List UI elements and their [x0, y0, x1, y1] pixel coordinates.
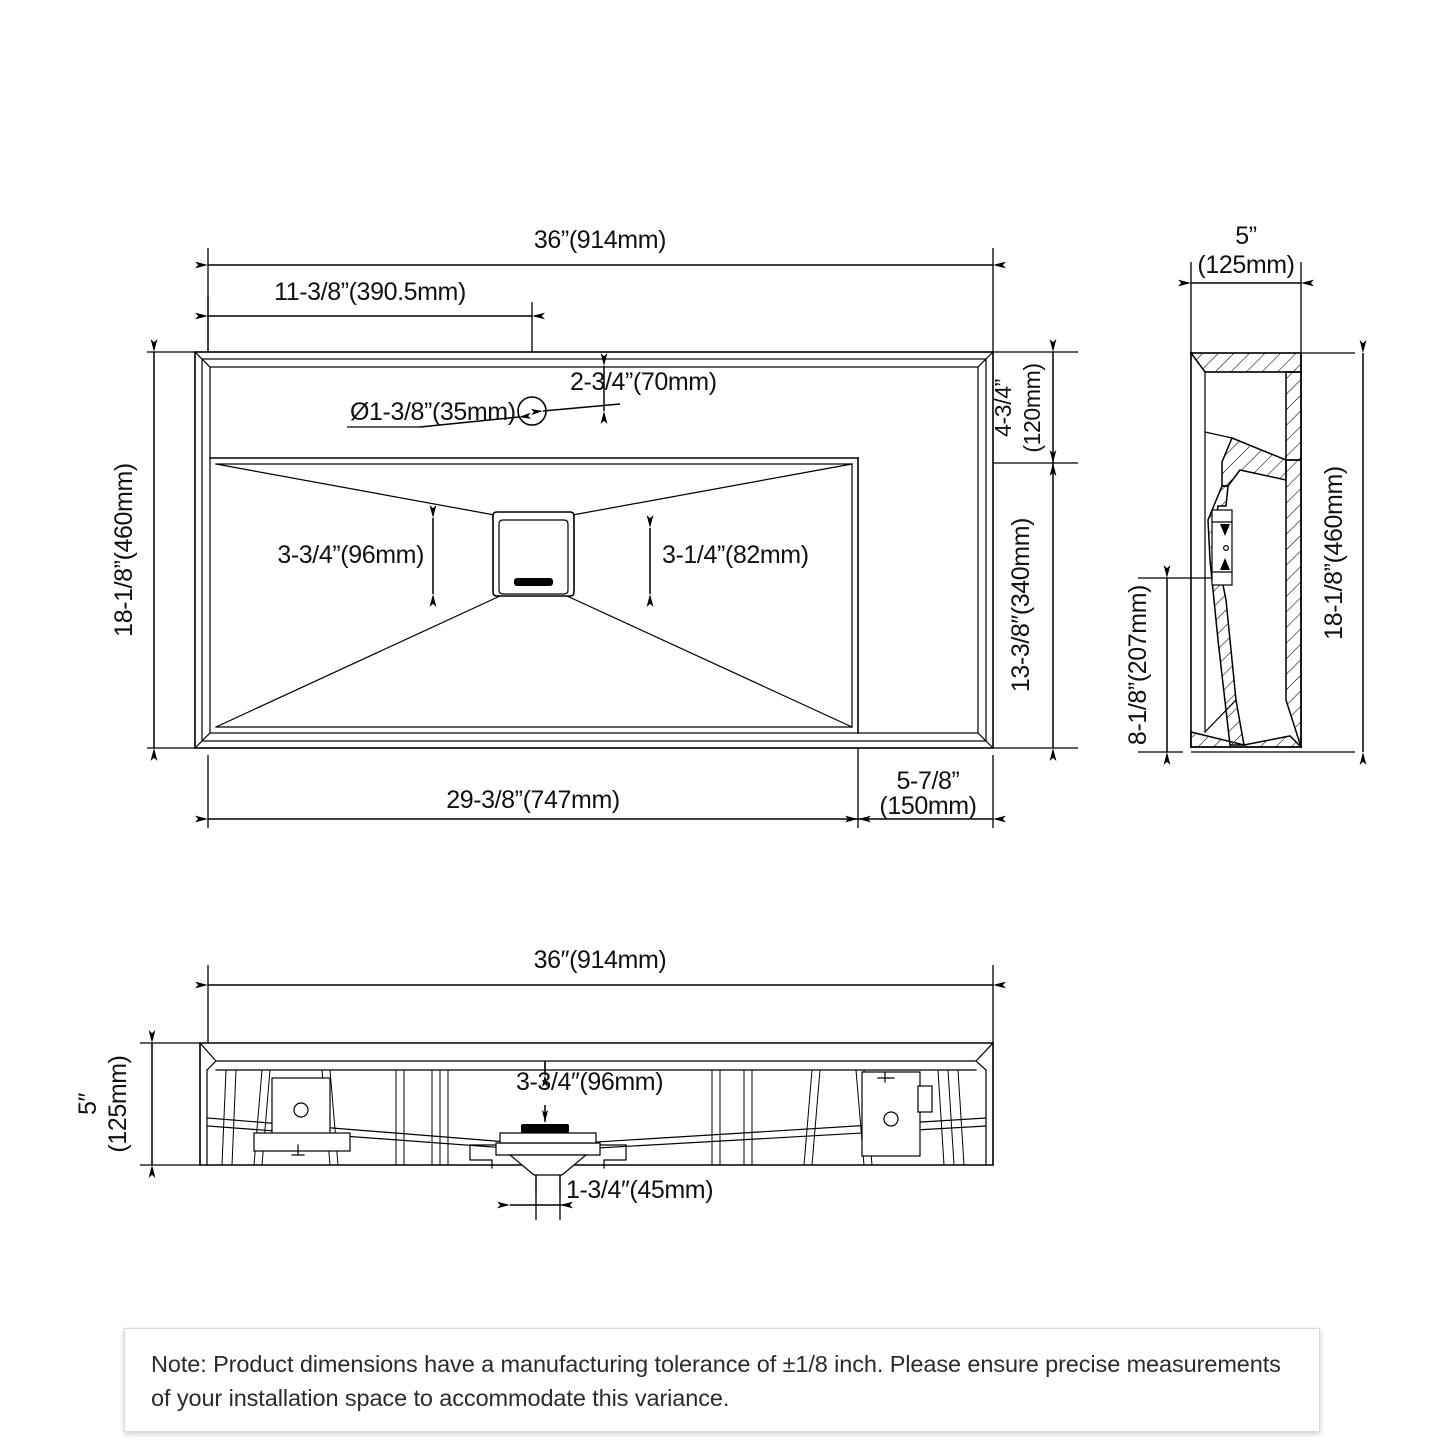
dim-label-rear-deck-depth: 4-3/4” — [990, 379, 1016, 437]
side-section-body — [1191, 353, 1301, 747]
dim-label-drain-offset: 3-1/4”(82mm) — [662, 541, 809, 569]
dim-label-right-margin-mm: (150mm) — [879, 792, 977, 820]
dim-label-overall-width: 36”(914mm) — [533, 226, 667, 254]
dim-label-rear-deck-depth-mm: (120mm) — [1019, 363, 1045, 453]
dim-front-drain-outlet — [510, 1176, 713, 1205]
front-view — [74, 946, 993, 1220]
dim-label-front-overall-width: 36″(914mm) — [533, 946, 667, 974]
dim-label-basin-depth: 13-3/8″(340mm) — [1007, 517, 1035, 693]
dim-label-front-height: 5″ — [74, 1093, 102, 1115]
dim-top-overall-depth — [110, 352, 154, 748]
faucet-hole — [518, 397, 546, 425]
dim-label-faucet-from-rear: 2-3/4”(70mm) — [570, 368, 717, 396]
dim-top-overall-width — [208, 226, 993, 265]
dim-basin-depth — [1007, 463, 1053, 748]
dim-label-side-depth-mm: (125mm) — [1197, 251, 1295, 279]
dim-faucet-from-left — [208, 278, 532, 316]
side-section-view — [1124, 222, 1363, 752]
front-view-body — [200, 1043, 993, 1205]
dim-label-drain-width: 3-3/4”(96mm) — [277, 541, 424, 569]
dim-label-faucet-diameter: Ø1-3/8”(35mm) — [350, 398, 516, 426]
note-box — [124, 1328, 1320, 1432]
dim-label-front-drain-outlet: 1-3/4″(45mm) — [566, 1176, 714, 1204]
dim-front-overall-width — [208, 946, 993, 985]
note-text: Note: Product dimensions have a manufacturing tolerance of ±1/8 inch. Please ensure precise measurements of your installation space to accommodate this variance. — [151, 1351, 1281, 1412]
dim-rear-deck-depth — [990, 352, 1053, 463]
dim-label-right-margin: 5-7/8” — [896, 767, 960, 795]
dim-front-height — [74, 1043, 152, 1165]
dim-label-side-height: 18-1/8”(460mm) — [1320, 466, 1348, 640]
dim-basin-width — [208, 786, 858, 819]
dim-side-depth — [1191, 222, 1301, 283]
dim-label-drain-height: 8-1/8”(207mm) — [1124, 584, 1152, 746]
dim-faucet-diameter — [347, 398, 519, 427]
top-view — [110, 226, 1078, 828]
dim-label-front-drain-width: 3-3/4″(96mm) — [516, 1068, 664, 1096]
dim-right-margin — [858, 767, 993, 820]
dim-drain-height — [1124, 578, 1167, 752]
dim-label-basin-width: 29-3/8”(747mm) — [446, 786, 620, 814]
dim-label-faucet-from-left: 11-3/8”(390.5mm) — [274, 278, 466, 306]
dim-label-side-depth: 5” — [1235, 222, 1257, 250]
dim-side-height — [1320, 353, 1363, 752]
dim-label-overall-depth: 18-1/8”(460mm) — [110, 463, 138, 637]
dim-label-front-height-mm: (125mm) — [104, 1055, 132, 1153]
